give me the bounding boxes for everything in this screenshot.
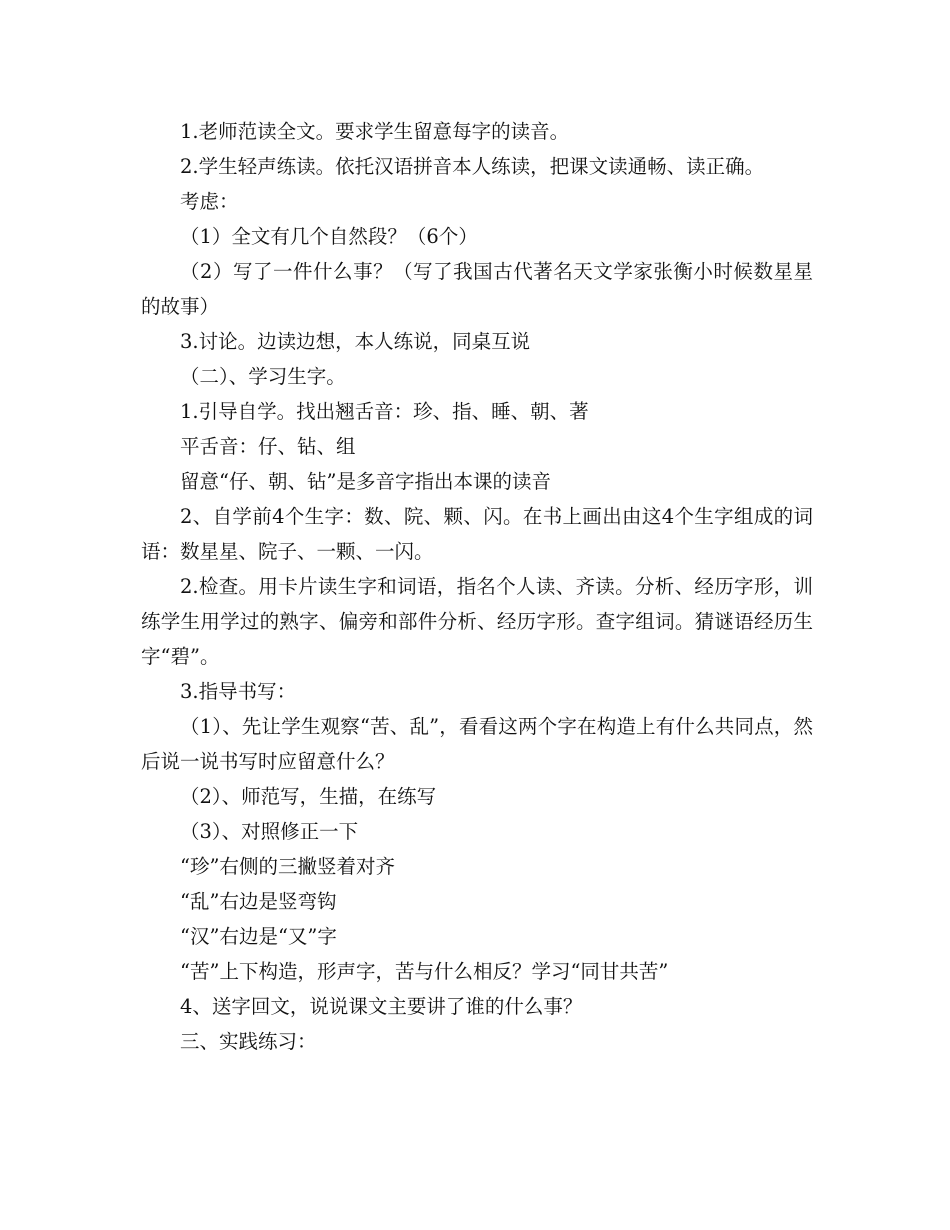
- paragraph: “苦”上下构造，形声字，苦与什么相反？学习“同甘共苦”: [180, 960, 669, 983]
- paragraph: （1）、先让学生观察“苦、乱”，看看这两个字在构造上有什么共同点，然后说一说书写时应留意什么？: [141, 715, 813, 773]
- paragraph: “乱”右边是竖弯钩: [180, 890, 337, 913]
- paragraph: （3）、对照修正一下: [180, 820, 359, 843]
- paragraph: 2.检查。用卡片读生字和词语，指名个人读、齐读。分析、经历字形，训练学生用学过的熟字、偏旁和部件分析、经历字形。查字组词。猜谜语经历生字“碧”。: [141, 575, 813, 668]
- paragraph: 三、实践练习：: [180, 1030, 317, 1053]
- paragraph: （2）写了一件什么事？（写了我国古代著名天文学家张衡小时候数星星的故事）: [141, 260, 813, 318]
- paragraph: （二）、学习生字。: [180, 365, 346, 388]
- paragraph: （1）全文有几个自然段？（6个）: [180, 225, 478, 248]
- paragraph: （2）、师范写，生描，在练写: [180, 785, 437, 808]
- paragraph: 4、送字回文，说说课文主要讲了谁的什么事？: [180, 995, 583, 1018]
- paragraph: 平舌音：仔、钻、组: [180, 435, 356, 458]
- paragraph: 1.引导自学。找出翘舌音：珍、指、睡、朝、著: [180, 400, 589, 423]
- paragraph: 2.学生轻声练读。依托汉语拼音本人练读，把课文读通畅、读正确。: [180, 155, 765, 178]
- paragraph: 3.讨论。边读边想，本人练说，同桌互说: [180, 330, 531, 353]
- paragraph: 留意“仔、朝、钻”是多音字指出本课的读音: [180, 470, 551, 493]
- paragraph: 2、自学前4个生字：数、院、颗、闪。在书上画出由这4个生字组成的词语：数星星、院子、一颗、一闪。: [141, 505, 813, 563]
- document-body: [141, 114, 813, 1059]
- paragraph: “珍”右侧的三撇竖着对齐: [180, 855, 395, 878]
- paragraph: 3.指导书写：: [180, 680, 297, 703]
- paragraph: 考虑：: [180, 190, 239, 213]
- paragraph: 1.老师范读全文。要求学生留意每字的读音。: [180, 120, 570, 143]
- paragraph: “汉”右边是“又”字: [180, 925, 337, 948]
